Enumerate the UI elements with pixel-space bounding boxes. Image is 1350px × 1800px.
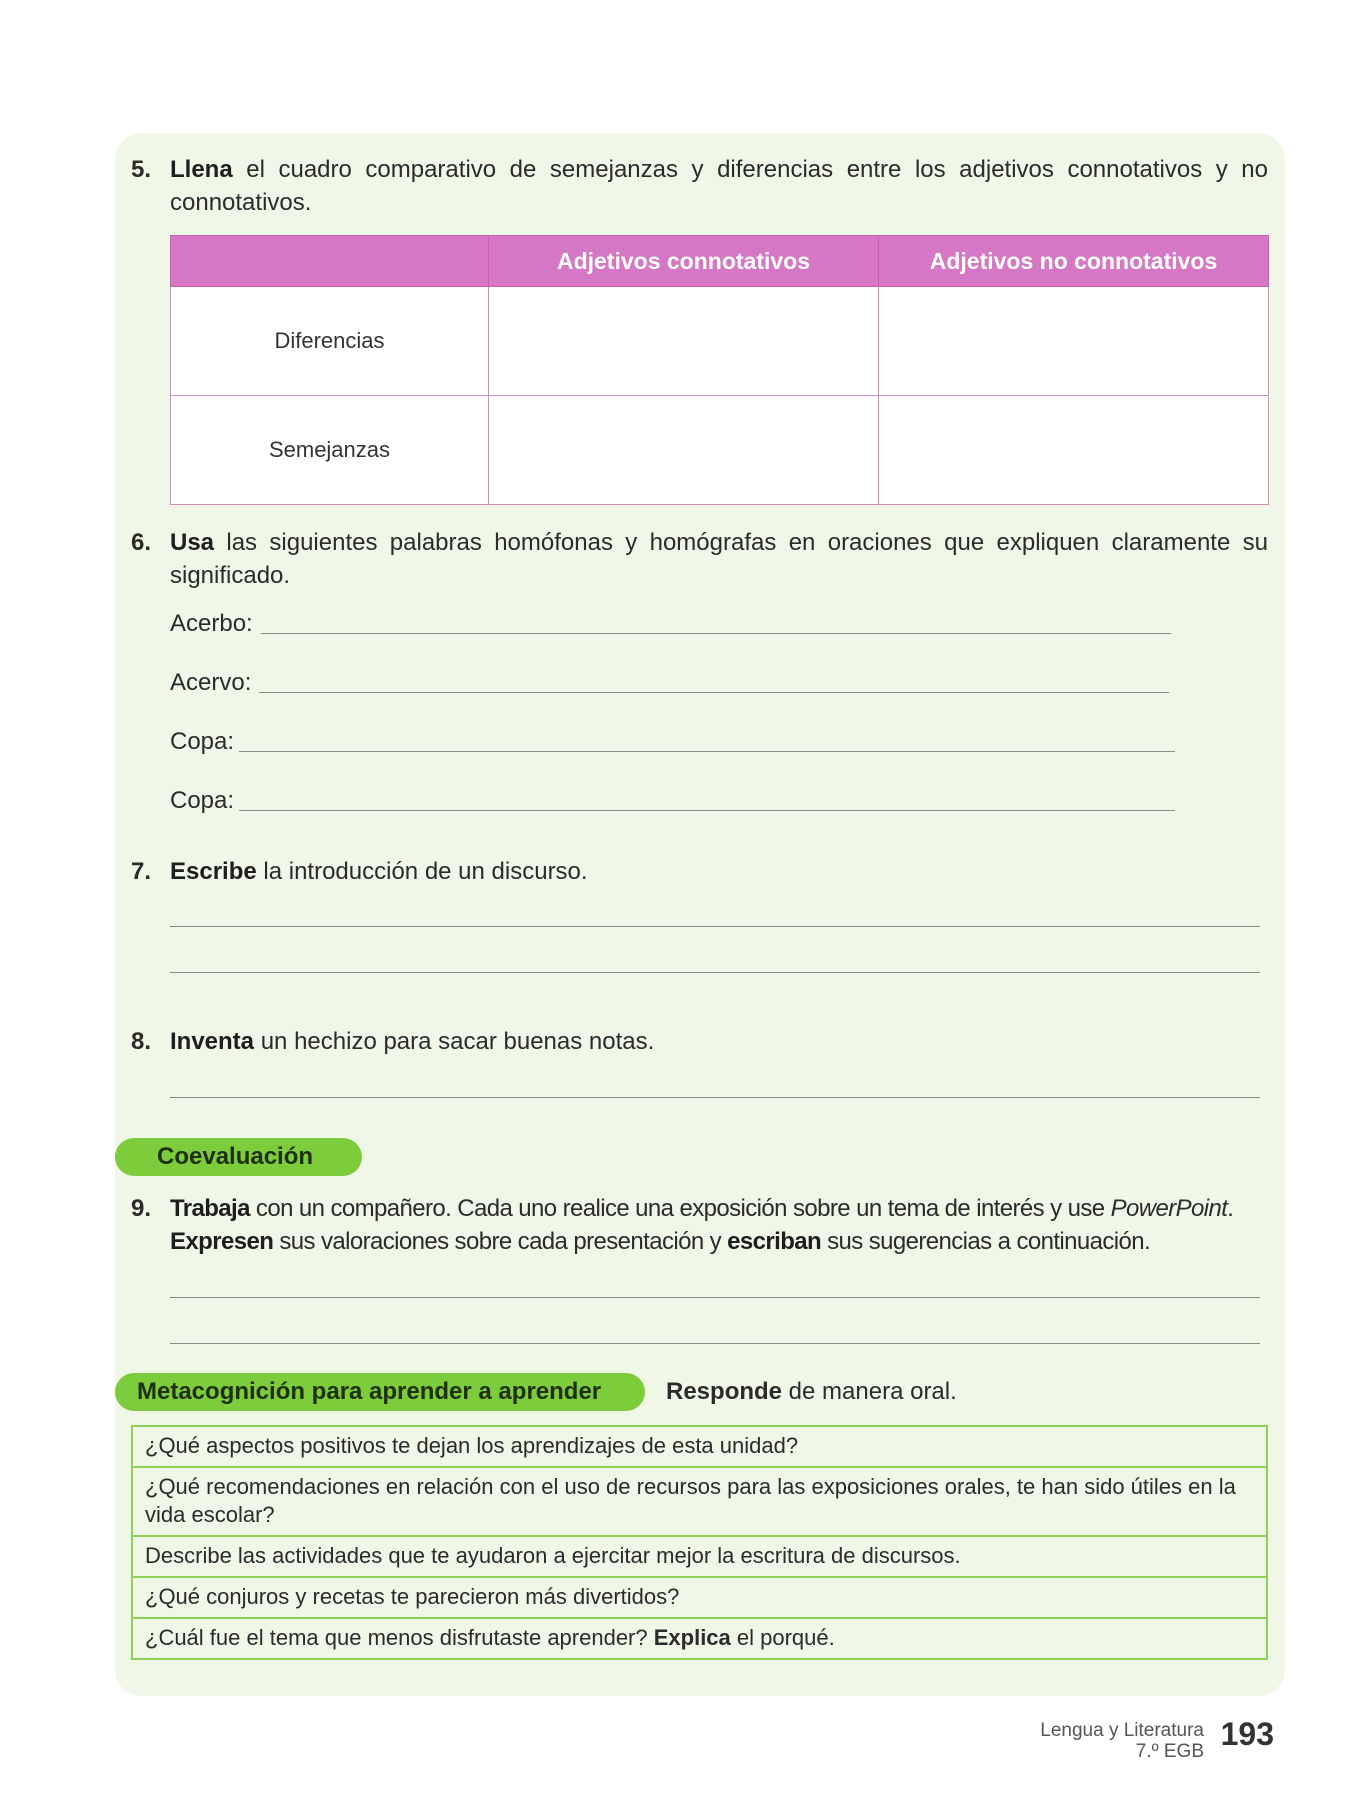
comparison-table: [170, 235, 1269, 505]
footer-subject: [1040, 1720, 1204, 1762]
question-verb: Inventa: [170, 1028, 255, 1055]
instruction-verb: Responde: [666, 1378, 783, 1405]
answer-line[interactable]: [170, 926, 1260, 927]
table-row: [171, 287, 1269, 396]
question-6: [131, 526, 1268, 596]
coevaluation-label: Coevaluación: [157, 1143, 314, 1170]
table-header-connotative: Adjetivos connotativos: [489, 236, 879, 287]
answer-line[interactable]: [170, 972, 1260, 973]
question-text: el cuadro comparativo de semejanzas y diferencias entre los adjetivos connotativos y no connotativos.: [170, 156, 1268, 216]
metacognition-instruction: [666, 1376, 957, 1408]
metacognition-label: Metacognición para aprender a aprender: [137, 1378, 602, 1405]
word-line-copa-2[interactable]: [170, 786, 1180, 820]
row-label-differences: Diferencias: [171, 287, 489, 396]
metacognition-question: Describe las actividades que te ayudaron a ejercitar mejor la escritura de discursos.: [132, 1536, 1267, 1577]
word-line-acerbo[interactable]: [170, 609, 1170, 643]
answer-line[interactable]: [261, 633, 1171, 634]
table-header-empty: [171, 236, 489, 287]
metacognition-badge: [115, 1373, 645, 1411]
question-text: sus valoraciones sobre cada presentación y: [273, 1228, 728, 1255]
answer-line[interactable]: [259, 692, 1169, 693]
question-number: 8.: [131, 1028, 152, 1055]
word-label: Acervo:: [170, 669, 252, 696]
word-label: Acerbo:: [170, 610, 253, 637]
word-line-copa-1[interactable]: [170, 727, 1180, 761]
table-header-non-connotative: Adjetivos no connotativos: [879, 236, 1269, 287]
word-label: Copa:: [170, 728, 235, 755]
metacognition-questions: [131, 1425, 1268, 1660]
list-item: [132, 1426, 1267, 1467]
table-header-row: [171, 236, 1269, 287]
metacognition-question-last: ¿Cuál fue el tema que menos disfrutaste aprender? Explica el porqué.: [132, 1618, 1267, 1659]
question-5: [131, 153, 1268, 223]
word-label: Copa:: [170, 787, 235, 814]
metacognition-question: ¿Qué conjuros y recetas te parecieron más divertidos?: [132, 1577, 1267, 1618]
list-item: [132, 1618, 1267, 1659]
answer-line[interactable]: [239, 810, 1175, 811]
answer-cell[interactable]: [489, 396, 879, 505]
answer-line[interactable]: [170, 1297, 1260, 1298]
question-text: con un compañero. Cada uno realice una exposición sobre un tema de interés y use: [249, 1195, 1111, 1222]
answer-cell[interactable]: [879, 396, 1269, 505]
list-item: [132, 1536, 1267, 1577]
question-verb: Escribe: [170, 858, 257, 885]
grade-label: 7.º EGB: [1135, 1741, 1204, 1762]
coevaluation-badge: [115, 1138, 362, 1176]
question-text: la introducción de un discurso.: [256, 858, 588, 885]
question-number: 6.: [131, 529, 152, 556]
page-number: 193: [1220, 1716, 1274, 1752]
answer-cell[interactable]: [879, 287, 1269, 396]
question-verb: Expresen: [170, 1228, 274, 1255]
question-text: las siguientes palabras homófonas y homógrafas en oraciones que expliquen claramente su significado.: [170, 529, 1268, 589]
instruction-text: de manera oral.: [782, 1378, 957, 1405]
question-verb: Llena: [170, 156, 233, 183]
question-number: 5.: [131, 156, 152, 183]
question-7: [131, 855, 1268, 889]
question-number: 9.: [131, 1195, 152, 1222]
word-line-acervo[interactable]: [170, 668, 1170, 702]
metacognition-question: ¿Qué aspectos positivos te dejan los aprendizajes de esta unidad?: [132, 1426, 1267, 1467]
list-item: [132, 1577, 1267, 1618]
question-verb: Usa: [170, 529, 215, 556]
subject-name: Lengua y Literatura: [1040, 1720, 1204, 1741]
answer-line[interactable]: [239, 751, 1175, 752]
list-item: [132, 1467, 1267, 1536]
question-verb: Trabaja: [170, 1195, 250, 1222]
answer-line[interactable]: [170, 1343, 1260, 1344]
question-verb: Explica: [653, 1625, 731, 1650]
answer-cell[interactable]: [489, 287, 879, 396]
answer-line[interactable]: [170, 1097, 1260, 1098]
question-text: sus sugerencias a continuación.: [821, 1228, 1151, 1255]
table-row: [171, 396, 1269, 505]
row-label-similarities: Semejanzas: [171, 396, 489, 505]
question-8: [131, 1025, 1268, 1059]
question-9: 9. Trabaja con un compañero. Cada uno realice una exposición sobre un tema de interés y use PowerPoint. Expresen sus valoraciones sobre cada presentación y escriban sus sugerencias a continuación.: [131, 1192, 1268, 1262]
question-verb: escriban: [727, 1228, 822, 1255]
powerpoint-text: PowerPoint: [1110, 1195, 1228, 1222]
question-text: un hechizo para sacar buenas notas.: [254, 1028, 655, 1055]
metacognition-question: ¿Qué recomendaciones en relación con el uso de recursos para las exposiciones orales, te han sido útiles en la vida escolar?: [132, 1467, 1267, 1536]
question-number: 7.: [131, 858, 152, 885]
